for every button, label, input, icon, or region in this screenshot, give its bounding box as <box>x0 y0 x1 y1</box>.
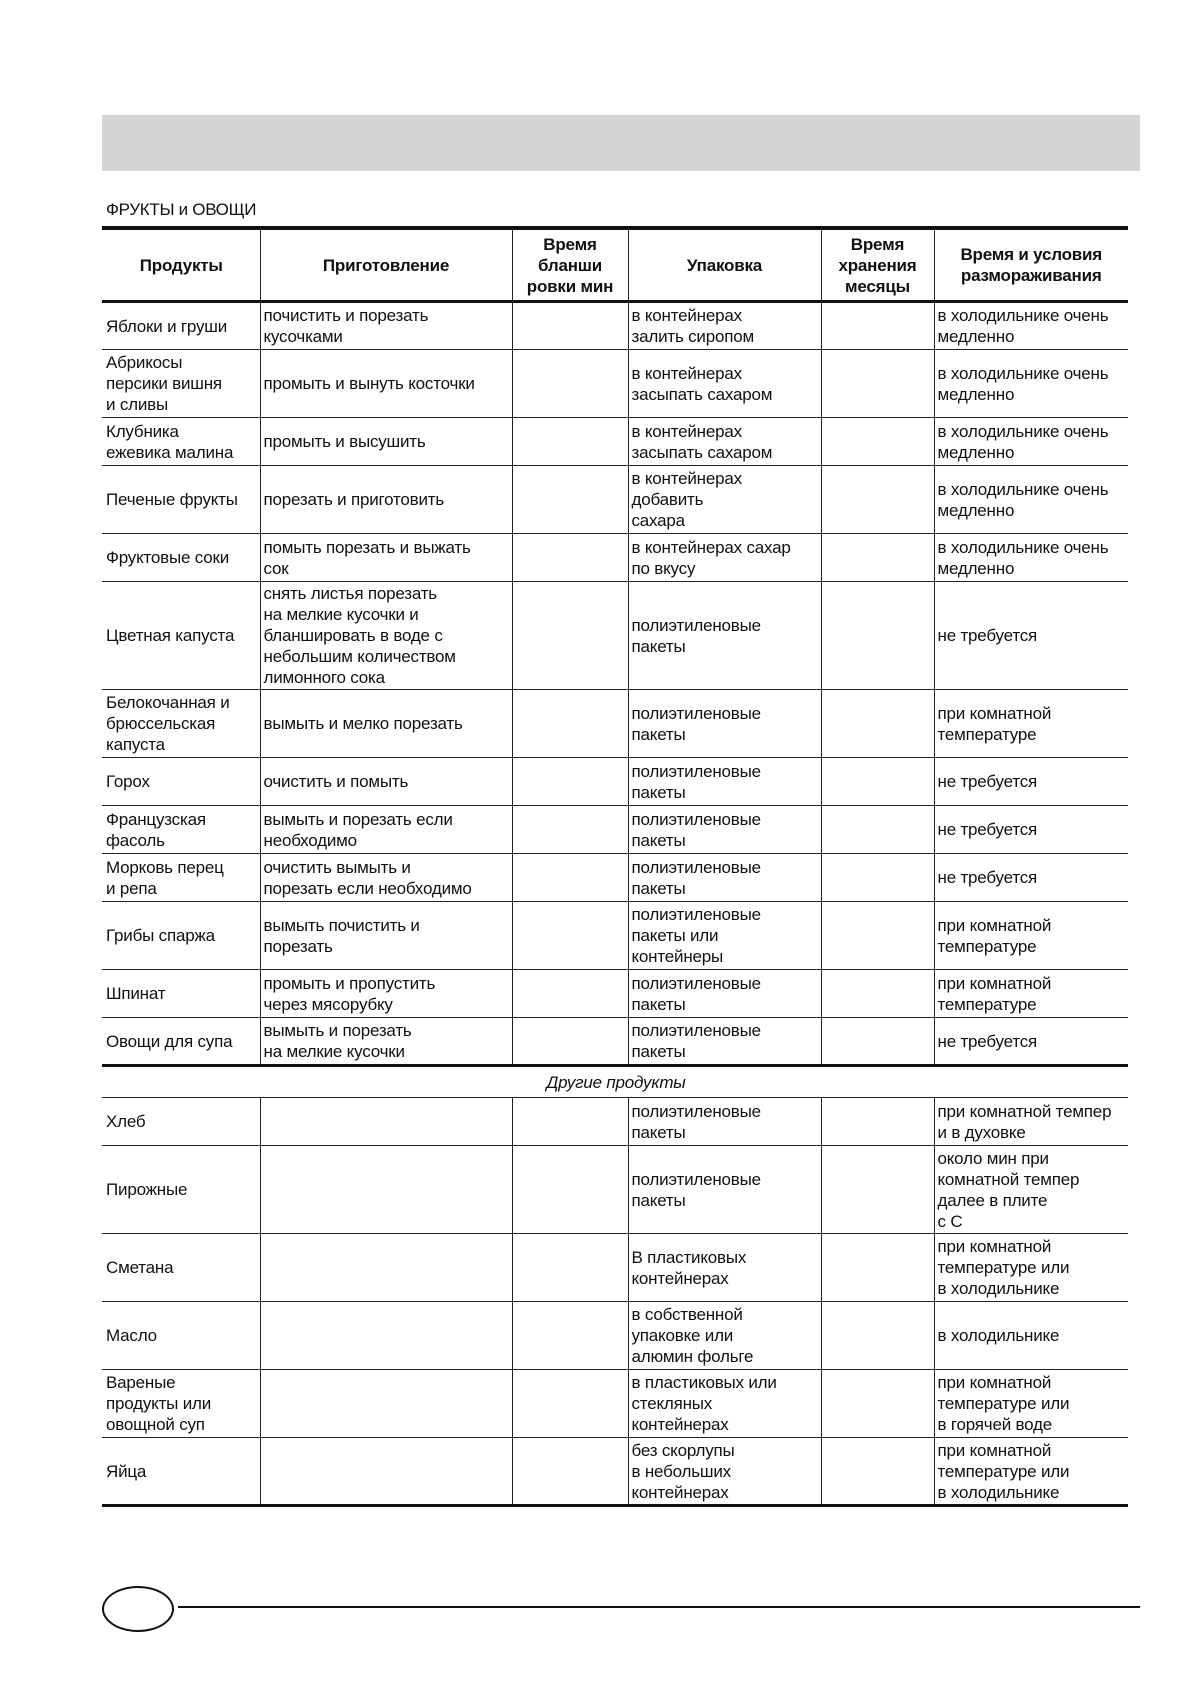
cell-blanching-time <box>512 854 628 902</box>
cell-preparation: очистить и помыть <box>260 758 512 806</box>
cell-storage-time <box>821 1234 934 1302</box>
cell-thawing: не требуется <box>934 582 1128 690</box>
cell-preparation: очистить вымыть и порезать если необходимо <box>260 854 512 902</box>
cell-packaging: в контейнерах засыпать сахаром <box>628 418 821 466</box>
cell-thawing: в холодильнике очень медленно <box>934 534 1128 582</box>
table-row <box>102 1146 1128 1234</box>
cell-product: Белокочанная и брюссельская капуста <box>102 690 260 758</box>
section-title: ФРУКТЫ и ОВОЩИ <box>106 200 257 219</box>
cell-thawing: не требуется <box>934 758 1128 806</box>
cell-storage-time <box>821 1438 934 1506</box>
cell-preparation <box>260 1234 512 1302</box>
cell-blanching-time <box>512 1370 628 1438</box>
cell-blanching-time <box>512 1018 628 1066</box>
cell-storage-time <box>821 902 934 970</box>
cell-blanching-time <box>512 302 628 350</box>
cell-blanching-time <box>512 902 628 970</box>
cell-blanching-time <box>512 466 628 534</box>
cell-product: Масло <box>102 1302 260 1370</box>
cell-blanching-time <box>512 1098 628 1146</box>
table-row <box>102 1370 1128 1438</box>
cell-packaging: полиэтиленовые пакеты <box>628 854 821 902</box>
col-header-preparation: Приготовление <box>260 228 512 302</box>
col-header-blanching-time: Время бланши ровки мин <box>512 228 628 302</box>
cell-packaging: в контейнерах засыпать сахаром <box>628 350 821 418</box>
cell-packaging: в пластиковых или стекляных контейнерах <box>628 1370 821 1438</box>
cell-preparation: помыть порезать и выжать сок <box>260 534 512 582</box>
footer-rule <box>178 1606 1140 1608</box>
cell-blanching-time <box>512 806 628 854</box>
cell-blanching-time <box>512 1146 628 1234</box>
cell-thawing: в холодильнике очень медленно <box>934 302 1128 350</box>
col-header-product: Продукты <box>102 228 260 302</box>
cell-thawing: при комнатной температуре или в горячей воде <box>934 1370 1128 1438</box>
table-row <box>102 806 1128 854</box>
table-row <box>102 1438 1128 1506</box>
cell-packaging: В пластиковых контейнерах <box>628 1234 821 1302</box>
cell-thawing: в холодильнике очень медленно <box>934 466 1128 534</box>
table-row <box>102 854 1128 902</box>
cell-preparation <box>260 1302 512 1370</box>
cell-storage-time <box>821 806 934 854</box>
cell-thawing: при комнатной температуре <box>934 690 1128 758</box>
cell-product: Морковь перец и репа <box>102 854 260 902</box>
cell-preparation: вымыть и мелко порезать <box>260 690 512 758</box>
table-row <box>102 970 1128 1018</box>
cell-blanching-time <box>512 418 628 466</box>
table-row <box>102 582 1128 690</box>
cell-storage-time <box>821 1146 934 1234</box>
cell-blanching-time <box>512 534 628 582</box>
cell-storage-time <box>821 1302 934 1370</box>
table-row <box>102 466 1128 534</box>
cell-packaging: полиэтиленовые пакеты <box>628 1146 821 1234</box>
cell-blanching-time <box>512 690 628 758</box>
cell-product: Яблоки и груши <box>102 302 260 350</box>
header-row <box>102 228 1128 302</box>
cell-packaging: полиэтиленовые пакеты <box>628 1098 821 1146</box>
cell-blanching-time <box>512 350 628 418</box>
cell-preparation <box>260 1146 512 1234</box>
other-products-title: Другие продукты <box>102 1066 1128 1098</box>
table-row <box>102 1098 1128 1146</box>
cell-thawing: не требуется <box>934 1018 1128 1066</box>
cell-preparation: промыть и пропустить через мясорубку <box>260 970 512 1018</box>
cell-preparation: вымыть и порезать если необходимо <box>260 806 512 854</box>
cell-product: Абрикосы персики вишня и сливы <box>102 350 260 418</box>
cell-packaging: в контейнерах добавить сахара <box>628 466 821 534</box>
cell-thawing: не требуется <box>934 854 1128 902</box>
table-row <box>102 1018 1128 1066</box>
cell-storage-time <box>821 302 934 350</box>
cell-packaging: полиэтиленовые пакеты <box>628 690 821 758</box>
cell-storage-time <box>821 970 934 1018</box>
page-number-oval <box>102 1586 174 1632</box>
cell-preparation: промыть и высушить <box>260 418 512 466</box>
cell-packaging: полиэтиленовые пакеты <box>628 758 821 806</box>
cell-thawing: при комнатной температуре или в холодильнике <box>934 1234 1128 1302</box>
cell-thawing: при комнатной температуре <box>934 902 1128 970</box>
cell-packaging: полиэтиленовые пакеты <box>628 582 821 690</box>
cell-preparation <box>260 1370 512 1438</box>
cell-preparation: снять листья порезать на мелкие кусочки и бланшировать в воде с небольшим количеством лимонного сока <box>260 582 512 690</box>
table-row <box>102 350 1128 418</box>
cell-blanching-time <box>512 1234 628 1302</box>
cell-storage-time <box>821 1018 934 1066</box>
cell-blanching-time <box>512 758 628 806</box>
cell-blanching-time <box>512 970 628 1018</box>
cell-blanching-time <box>512 582 628 690</box>
cell-storage-time <box>821 1098 934 1146</box>
header-band <box>102 115 1140 171</box>
col-header-thawing: Время и условия размораживания <box>934 228 1128 302</box>
table-row <box>102 534 1128 582</box>
cell-product: Пирожные <box>102 1146 260 1234</box>
cell-preparation: порезать и приготовить <box>260 466 512 534</box>
cell-product: Хлеб <box>102 1098 260 1146</box>
col-header-packaging: Упаковка <box>628 228 821 302</box>
cell-storage-time <box>821 418 934 466</box>
cell-preparation <box>260 1098 512 1146</box>
cell-packaging: полиэтиленовые пакеты <box>628 1018 821 1066</box>
other-products-row <box>102 1066 1128 1098</box>
table-row <box>102 302 1128 350</box>
cell-preparation: вымыть почистить и порезать <box>260 902 512 970</box>
table-row <box>102 758 1128 806</box>
cell-product: Печеные фрукты <box>102 466 260 534</box>
cell-preparation <box>260 1438 512 1506</box>
cell-packaging: полиэтиленовые пакеты или контейнеры <box>628 902 821 970</box>
cell-packaging: в собственной упаковке или алюмин фольге <box>628 1302 821 1370</box>
cell-thawing: в холодильнике <box>934 1302 1128 1370</box>
cell-product: Фруктовые соки <box>102 534 260 582</box>
cell-blanching-time <box>512 1438 628 1506</box>
cell-product: Овощи для супа <box>102 1018 260 1066</box>
table-row <box>102 1234 1128 1302</box>
cell-preparation: почистить и порезать кусочками <box>260 302 512 350</box>
cell-preparation: вымыть и порезать на мелкие кусочки <box>260 1018 512 1066</box>
cell-storage-time <box>821 582 934 690</box>
cell-product: Цветная капуста <box>102 582 260 690</box>
cell-product: Французская фасоль <box>102 806 260 854</box>
cell-product: Вареные продукты или овощной суп <box>102 1370 260 1438</box>
cell-storage-time <box>821 534 934 582</box>
cell-packaging: без скорлупы в небольших контейнерах <box>628 1438 821 1506</box>
cell-product: Клубника ежевика малина <box>102 418 260 466</box>
cell-storage-time <box>821 690 934 758</box>
cell-thawing: в холодильнике очень медленно <box>934 418 1128 466</box>
table-row <box>102 1302 1128 1370</box>
cell-thawing: при комнатной температуре <box>934 970 1128 1018</box>
cell-storage-time <box>821 350 934 418</box>
cell-product: Горох <box>102 758 260 806</box>
cell-storage-time <box>821 1370 934 1438</box>
cell-storage-time <box>821 466 934 534</box>
cell-storage-time <box>821 854 934 902</box>
table-row <box>102 690 1128 758</box>
table-row <box>102 418 1128 466</box>
fruit-veg-body <box>102 302 1128 1066</box>
cell-thawing: около мин при комнатной темпер далее в плите с С <box>934 1146 1128 1234</box>
cell-storage-time <box>821 758 934 806</box>
col-header-storage-time: Время хранения месяцы <box>821 228 934 302</box>
cell-product: Яйца <box>102 1438 260 1506</box>
cell-blanching-time <box>512 1302 628 1370</box>
cell-packaging: полиэтиленовые пакеты <box>628 806 821 854</box>
cell-packaging: в контейнерах залить сиропом <box>628 302 821 350</box>
cell-thawing: при комнатной температуре или в холодильнике <box>934 1438 1128 1506</box>
cell-packaging: полиэтиленовые пакеты <box>628 970 821 1018</box>
cell-packaging: в контейнерах сахар по вкусу <box>628 534 821 582</box>
cell-product: Грибы спаржа <box>102 902 260 970</box>
freezing-table <box>102 226 1128 1507</box>
cell-preparation: промыть и вынуть косточки <box>260 350 512 418</box>
cell-product: Сметана <box>102 1234 260 1302</box>
table-row <box>102 902 1128 970</box>
other-products-body <box>102 1098 1128 1506</box>
cell-thawing: в холодильнике очень медленно <box>934 350 1128 418</box>
cell-product: Шпинат <box>102 970 260 1018</box>
cell-thawing: не требуется <box>934 806 1128 854</box>
cell-thawing: при комнатной темпер и в духовке <box>934 1098 1128 1146</box>
